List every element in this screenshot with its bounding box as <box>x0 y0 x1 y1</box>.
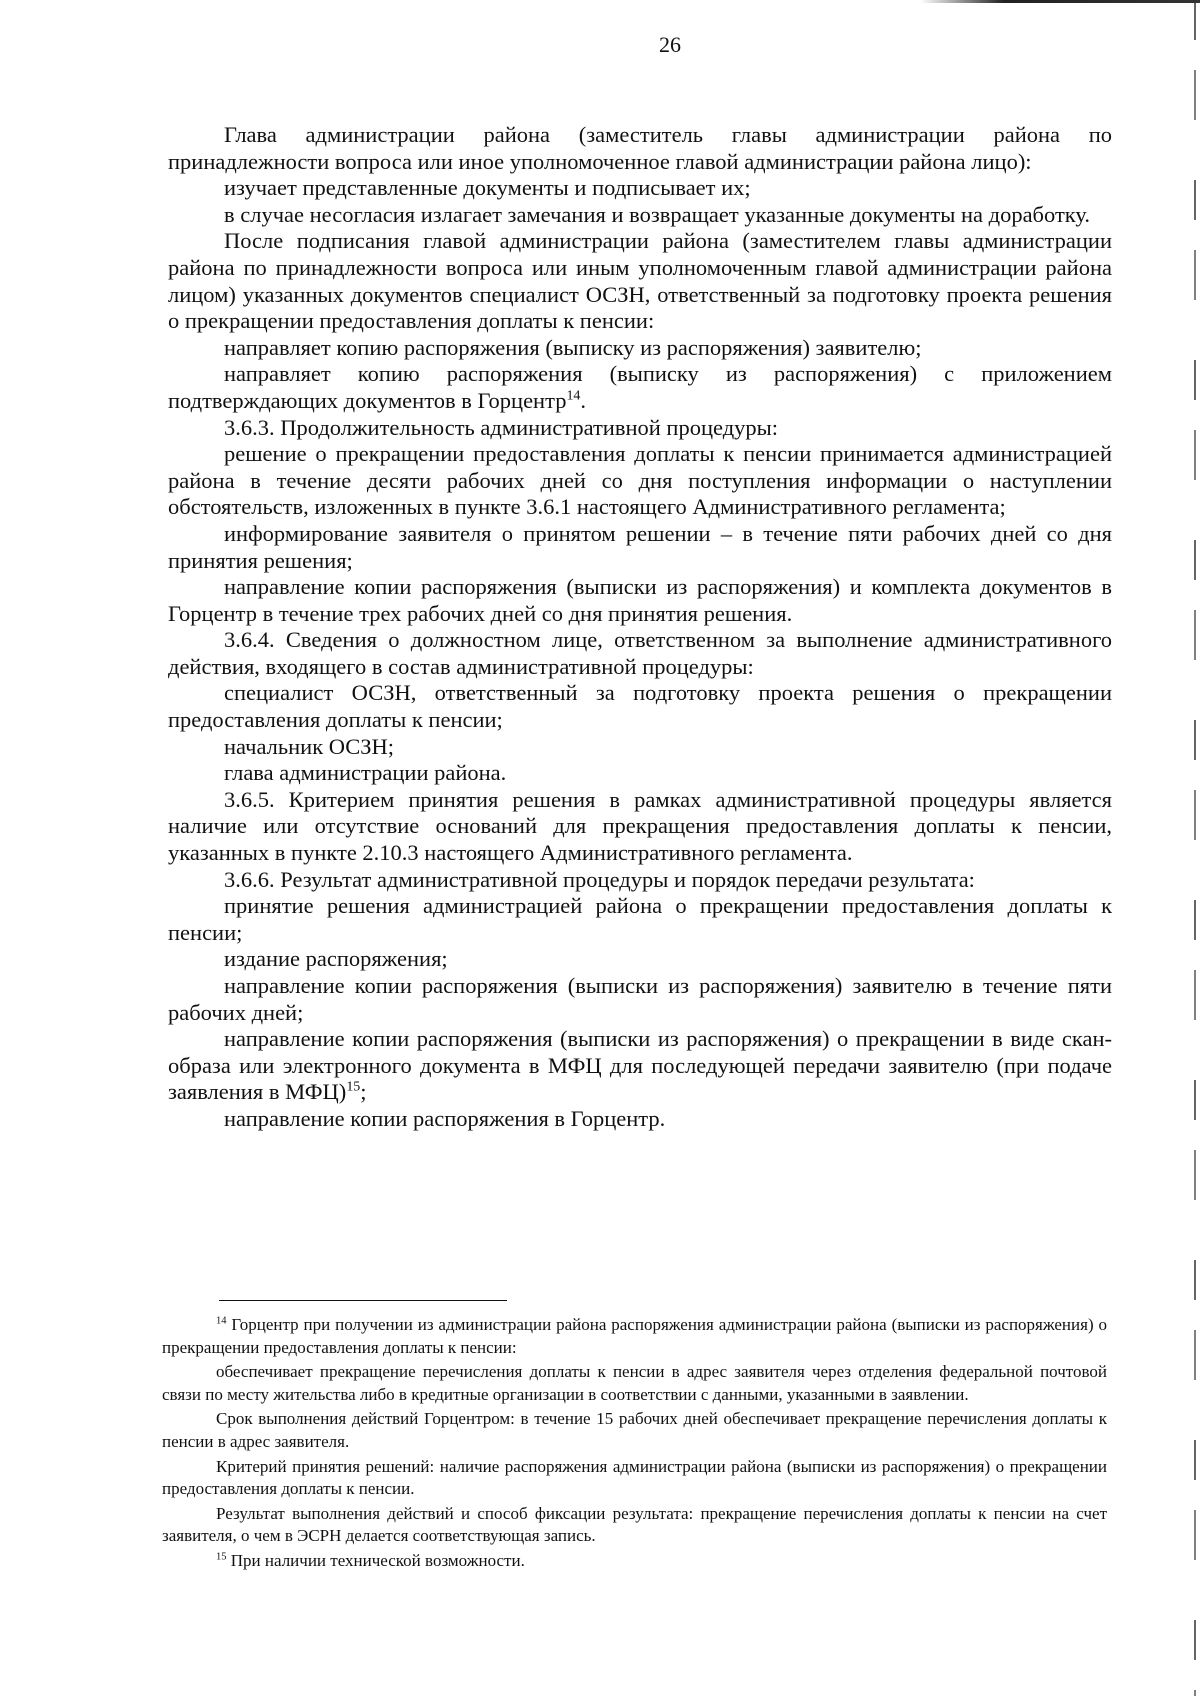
paragraph: глава администрации района. <box>224 760 507 786</box>
paragraph: направление копии распоряжения (выписки из распоряжения) и комплекта документов в Горцентр в течение трех рабочих дней со дня принятия решения. <box>168 574 1112 626</box>
section-heading: 3.6.3. Продолжительность административной процедуры: <box>224 414 779 440</box>
document-body <box>168 122 1112 1133</box>
section-heading: 3.6.4. Сведения о должностном лице, ответственном за выполнение административного действия, входящего в состав административной процедуры: <box>168 627 1112 679</box>
scan-edge-right <box>1194 0 1196 1696</box>
paragraph: направление копии распоряжения (выписки из распоряжения) о прекращении в виде скан-образа или электронного документа в МФЦ для последующей передачи заявителю (при подаче заявления в МФЦ)$^{15}$; <box>168 1026 1112 1105</box>
footnote-14: $^{14}$ Горцентр при получении из администрации района распоряжения администрации района (выписки из распоряжения) о прекращении предоставления доплаты к пенсии: <box>162 1315 1107 1357</box>
paragraph: направляет копию распоряжения (выписку из распоряжения) с приложением подтверждающих документов в Горцентр$^{14}$. <box>168 361 1112 413</box>
paragraph: направление копии распоряжения (выписки из распоряжения) заявителю в течение пяти рабочих дней; <box>168 973 1112 1025</box>
scan-edge-top <box>920 0 1200 3</box>
footnote-ref-15: 15 <box>346 1079 361 1095</box>
footnote-14-item: Критерий принятия решений: наличие распоряжения администрации района (выписки из распоряжения) о прекращении предоставления доплаты к пенсии. <box>162 1456 1107 1499</box>
paragraph: издание распоряжения; <box>224 946 448 972</box>
paragraph: специалист ОСЗН, ответственный за подготовку проекта решения о прекращении предоставления доплаты к пенсии; <box>168 680 1112 733</box>
footnotes <box>162 1314 1107 1575</box>
paragraph: принятие решения администрацией района о прекращении предоставления доплаты к пенсии; <box>168 893 1112 945</box>
footnote-number-15: 15 <box>216 1551 227 1563</box>
paragraph: решение о прекращении предоставления доплаты к пенсии принимается администрацией района в течение десяти рабочих дней со дня поступления информации о наступлении обстоятельств, изложенных в пункте 3.6.1 настоящего Административного регламента; <box>168 441 1112 520</box>
paragraph: направление копии распоряжения в Горцентр. <box>224 1105 666 1131</box>
footnote-15: $^{15}$ При наличии технической возможности. <box>216 1550 525 1570</box>
paragraph: информирование заявителя о принятом решении – в течение пяти рабочих дней со дня принятия решения; <box>168 520 1112 573</box>
footnote-14-item: обеспечивает прекращение перечисления доплаты к пенсии в адрес заявителя через отделения федеральной почтовой связи по месту жительства либо в кредитные организации в соответствии с данными, указанными в заявлении. <box>162 1362 1107 1404</box>
footnote-14-item: Срок выполнения действий Горцентром: в течение 15 рабочих дней обеспечивает прекращение перечисления доплаты к пенсии в адрес заявителя. <box>162 1409 1107 1451</box>
section-heading: 3.6.5. Критерием принятия решения в рамках административной процедуры является наличие или отсутствие оснований для прекращения предоставления доплаты к пенсии, указанных в пункте 2.10.3 настоящего Административного регламента. <box>168 786 1112 866</box>
footnote-separator <box>219 1300 507 1301</box>
paragraph: направляет копию распоряжения (выписку из распоряжения) заявителю; <box>224 334 922 360</box>
paragraph: изучает представленные документы и подписывает их; <box>224 175 751 201</box>
section-heading: 3.6.6. Результат административной процедуры и порядок передачи результата: <box>224 866 975 892</box>
paragraph: Глава администрации района (заместитель главы администрации района по принадлежности вопроса или иное уполномоченное главой администрации района лицо): <box>168 122 1112 174</box>
page-number: 26 <box>659 32 681 57</box>
paragraph: начальник ОСЗН; <box>224 733 395 759</box>
paragraph: После подписания главой администрации района (заместителем главы администрации района по принадлежности вопроса или иным уполномоченным главой администрации района лицом) указанных документов специалист ОСЗН, ответственный за подготовку проекта решения о прекращении предоставления доплаты к пенсии: <box>168 228 1112 334</box>
paragraph: в случае несогласия излагает замечания и возвращает указанные документы на доработку. <box>224 201 1091 227</box>
footnote-number-14: 14 <box>216 1315 227 1327</box>
footnote-14-item: Результат выполнения действий и способ фиксации результата: прекращение перечисления доплаты к пенсии на счет заявителя, о чем в ЭСРН делается соответствующая запись. <box>162 1503 1107 1546</box>
footnote-ref-14: 14 <box>566 388 581 404</box>
